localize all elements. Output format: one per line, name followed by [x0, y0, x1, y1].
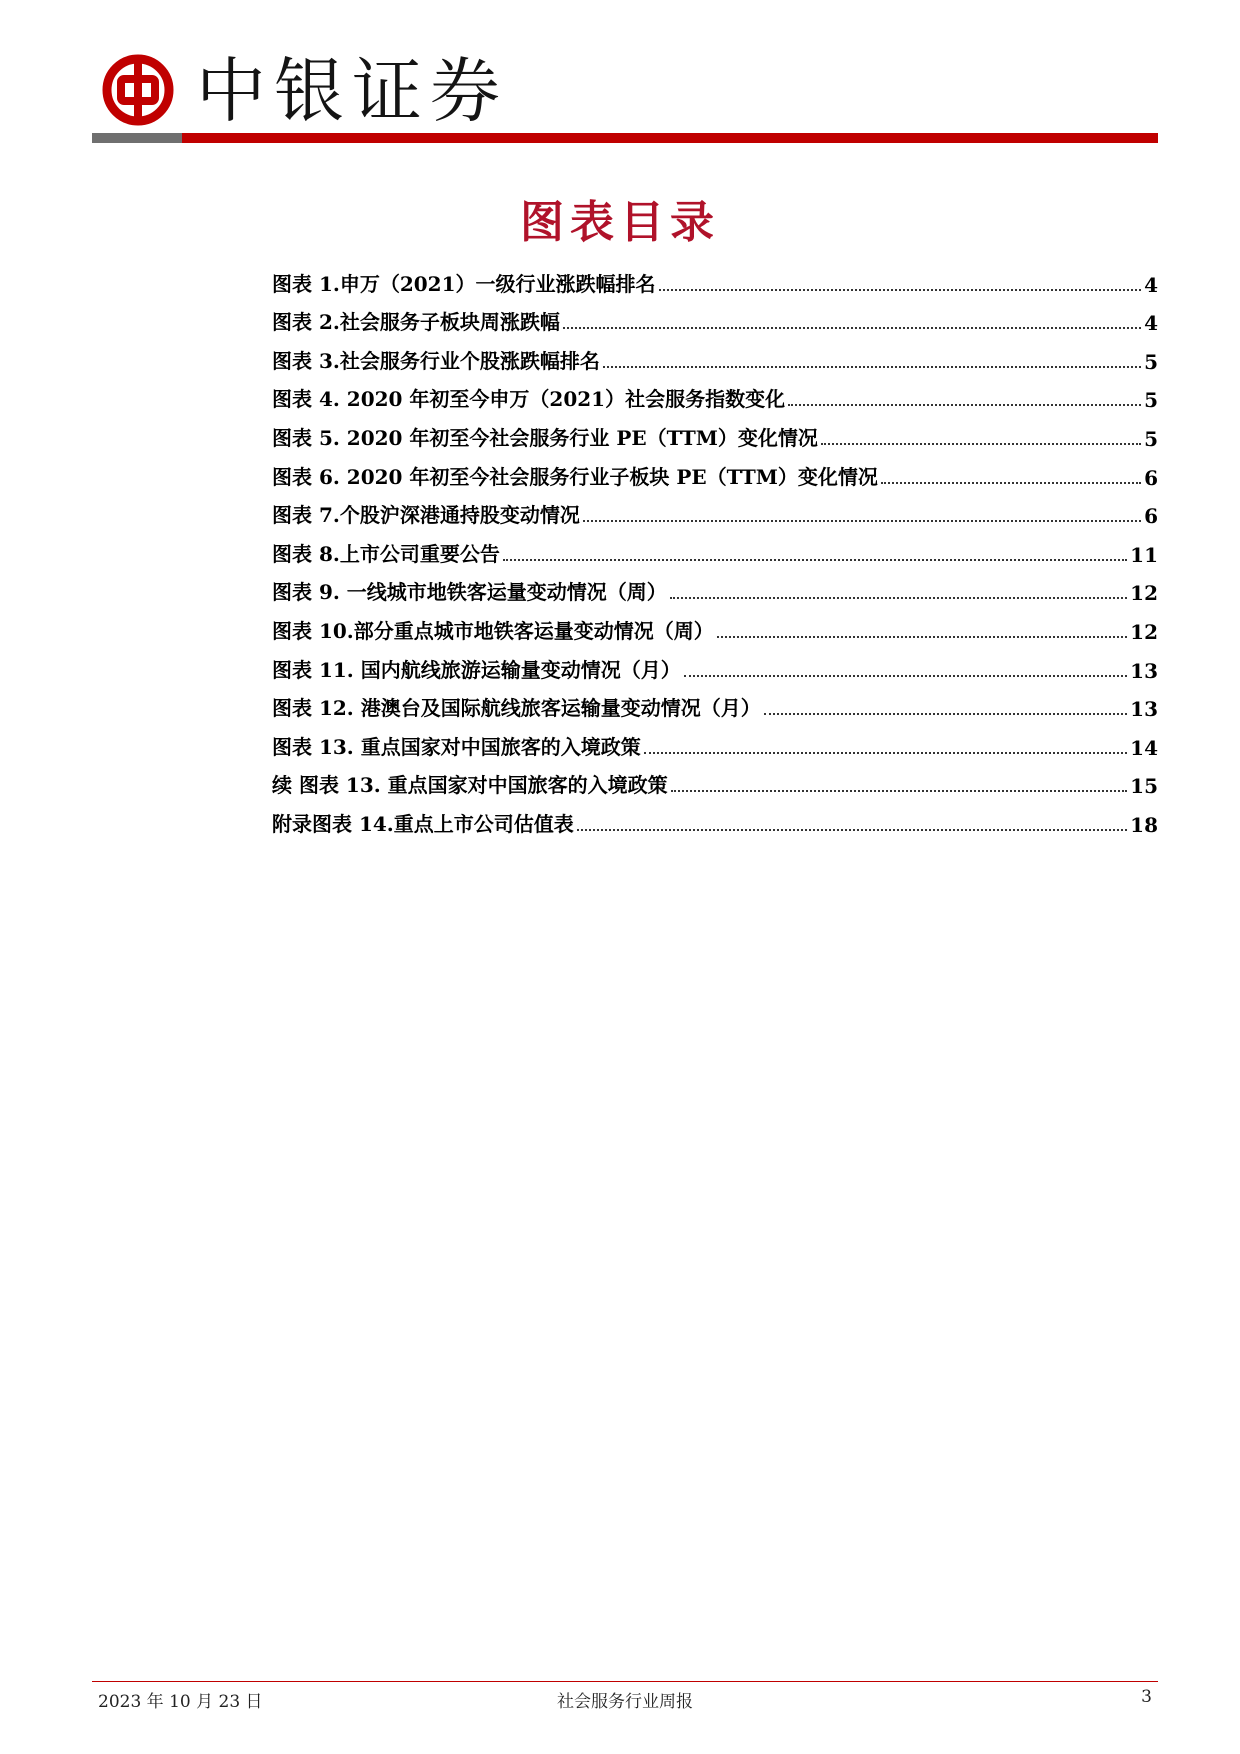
toc-entry[interactable] [272, 335, 1158, 374]
toc-entry-page: 11 [1130, 542, 1158, 567]
toc-entry-label: 图表 10.部分重点城市地铁客运量变动情况（周） [272, 618, 714, 643]
toc-entry[interactable] [272, 412, 1158, 451]
toc-entry[interactable] [272, 490, 1158, 529]
toc-leader [603, 366, 1141, 368]
toc-entry-label: 图表 3.社会服务行业个股涨跌幅排名 [272, 348, 600, 373]
toc-entry[interactable] [272, 644, 1158, 683]
toc-leader [659, 289, 1142, 291]
toc-leader [583, 520, 1141, 522]
footer-page-number: 3 [1141, 1687, 1152, 1707]
footer-rule [92, 1681, 1158, 1682]
toc-entry-page: 15 [1130, 774, 1158, 799]
toc-entry-page: 5 [1144, 388, 1158, 413]
toc-entry[interactable] [272, 721, 1158, 760]
toc-leader [788, 404, 1141, 406]
toc-leader [881, 482, 1141, 484]
toc-entry-label: 图表 7.个股沪深港通持股变动情况 [272, 503, 580, 528]
toc-entry-label: 图表 1.申万（2021）一级行业涨跌幅排名 [272, 271, 656, 296]
toc-entry[interactable] [272, 374, 1158, 413]
toc-entry-label: 图表 5. 2020 年初至今社会服务行业 PE（TTM）变化情况 [272, 425, 818, 450]
brand-name: 中银证券 [196, 50, 508, 132]
toc-entry[interactable] [272, 683, 1158, 722]
toc-entry-page: 6 [1144, 465, 1158, 490]
toc-entry-page: 13 [1130, 658, 1158, 683]
header-rule-red [182, 133, 1158, 143]
toc-entry-page: 6 [1144, 504, 1158, 529]
toc-entry-page: 5 [1144, 349, 1158, 374]
toc-entry[interactable] [272, 567, 1158, 606]
toc-entry[interactable] [272, 258, 1158, 297]
toc-leader [764, 713, 1127, 715]
toc-entry[interactable] [272, 297, 1158, 336]
toc-entry-label: 图表 13. 重点国家对中国旅客的入境政策 [272, 734, 641, 759]
toc-entry-label: 图表 11. 国内航线旅游运输量变动情况（月） [272, 657, 681, 682]
toc-entry-label: 附录图表 14.重点上市公司估值表 [272, 811, 574, 836]
toc-entry-label: 图表 6. 2020 年初至今社会服务行业子板块 PE（TTM）变化情况 [272, 464, 878, 489]
toc-leader [577, 829, 1127, 831]
toc-list [272, 258, 1158, 837]
toc-entry-page: 5 [1144, 426, 1158, 451]
toc-entry-page: 13 [1130, 697, 1158, 722]
toc-title: 图表目录 [520, 197, 720, 248]
toc-leader [717, 636, 1127, 638]
toc-entry-page: 12 [1130, 581, 1158, 606]
toc-entry-label: 图表 12. 港澳台及国际航线旅客运输量变动情况（月） [272, 696, 761, 721]
toc-leader [503, 559, 1127, 561]
toc-entry-label: 图表 9. 一线城市地铁客运量变动情况（周） [272, 580, 667, 605]
footer-report-name: 社会服务行业周报 [557, 1692, 693, 1712]
toc-entry-page: 4 [1144, 311, 1158, 336]
toc-entry[interactable] [272, 451, 1158, 490]
toc-entry-label: 图表 8.上市公司重要公告 [272, 541, 500, 566]
bank-of-china-logo-icon [100, 52, 176, 128]
page-footer [92, 1687, 1158, 1711]
toc-leader [684, 675, 1127, 677]
toc-entry[interactable] [272, 760, 1158, 799]
toc-leader [563, 327, 1141, 329]
toc-entry-page: 14 [1130, 735, 1158, 760]
toc-entry-label: 续 图表 13. 重点国家对中国旅客的入境政策 [272, 773, 668, 798]
toc-entry[interactable] [272, 798, 1158, 837]
toc-entry-page: 4 [1144, 272, 1158, 297]
toc-entry[interactable] [272, 605, 1158, 644]
toc-leader [671, 790, 1127, 792]
toc-entry[interactable] [272, 528, 1158, 567]
toc-entry-page: 18 [1130, 812, 1158, 837]
header-rule-gray [92, 133, 182, 143]
page-header [92, 38, 1158, 148]
toc-entry-label: 图表 4. 2020 年初至今申万（2021）社会服务指数变化 [272, 387, 786, 412]
toc-leader [670, 597, 1127, 599]
toc-leader [821, 443, 1141, 445]
toc-entry-label: 图表 2.社会服务子板块周涨跌幅 [272, 310, 560, 335]
toc-entry-page: 12 [1130, 619, 1158, 644]
footer-date: 2023 年 10 月 23 日 [98, 1692, 263, 1712]
toc-leader [644, 752, 1127, 754]
